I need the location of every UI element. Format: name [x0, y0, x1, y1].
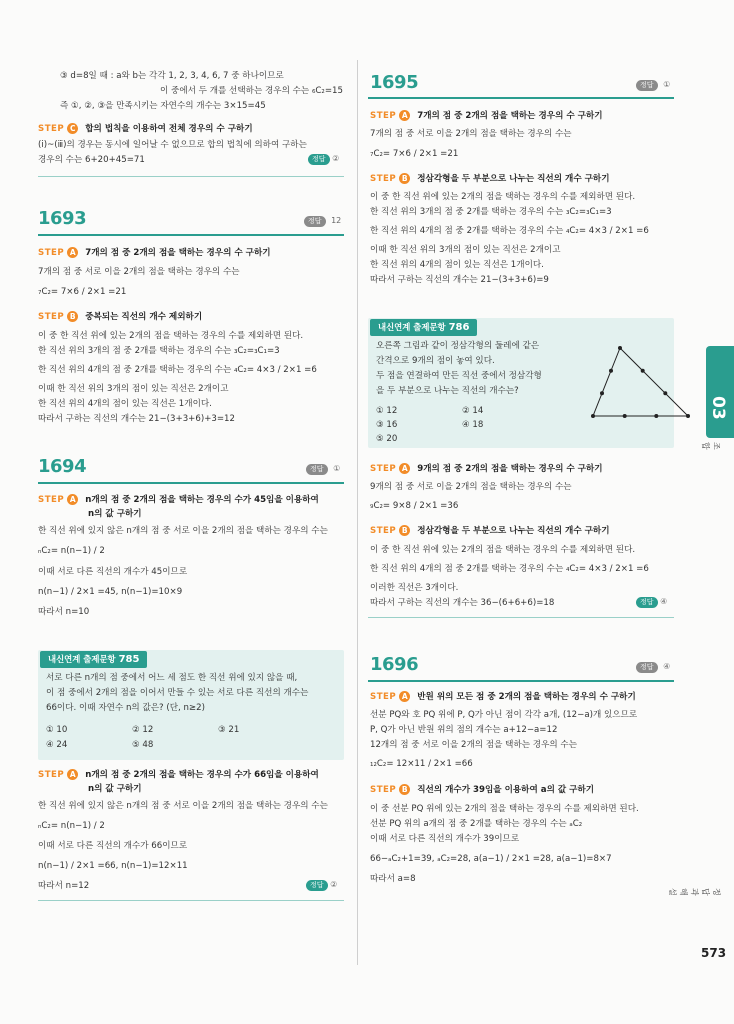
step-title: 직선의 개수가 39임을 이용하여 a의 값 구하기 — [417, 785, 595, 795]
step-label: STEP — [38, 495, 65, 505]
step-a-heading — [38, 246, 271, 258]
step-letter: B — [399, 784, 410, 795]
text-line: 이때 서로 다른 직선의 개수가 66이므로 — [38, 841, 188, 851]
question-line: 66이다. 이때 자연수 n의 값은? (단, n≥2) — [46, 703, 205, 713]
text-line: 이때 한 직선 위의 3개의 점이 있는 직선은 2개이고 — [370, 245, 561, 255]
choice: ④ 18 — [462, 420, 484, 430]
text-line: 7개의 점 중 서로 이을 2개의 점을 택하는 경우의 수는 — [38, 267, 240, 277]
step-label: STEP — [370, 526, 397, 536]
step-title: 중복되는 직선의 개수 제외하기 — [85, 312, 203, 322]
box-number: 786 — [448, 322, 470, 333]
question-line: 오른쪽 그림과 같이 정삼각형의 둘레에 같은 — [376, 341, 540, 351]
step-b-heading — [370, 524, 610, 536]
column-divider — [357, 60, 358, 965]
question-line: 간격으로 9개의 점이 놓여 있다. — [376, 356, 495, 366]
text-line: 한 직선 위에 있지 않은 n개의 점 중 서로 이을 2개의 점을 택하는 경우의 수는 — [38, 801, 328, 811]
question-line: 이 점 중에서 2개의 점을 이어서 만들 수 있는 서로 다른 직선의 개수는 — [46, 688, 309, 698]
step-b-heading — [370, 783, 594, 795]
step-label: STEP — [38, 124, 65, 134]
step-a-heading — [370, 462, 603, 474]
chapter-tab — [706, 346, 734, 438]
step-a-heading — [370, 690, 636, 702]
text-line: ③ d=8일 때 : a와 b는 각각 1, 2, 3, 4, 6, 7 중 하나이므로 — [60, 71, 284, 81]
step-title: 반원 위의 모든 점 중 2개의 점을 택하는 경우의 수 구하기 — [417, 692, 636, 702]
choice: ③ 21 — [218, 725, 240, 735]
problem-rule — [38, 234, 344, 236]
answer-badge — [306, 880, 337, 891]
formula: n(n−1) / 2×1 =45, n(n−1)=10×9 — [38, 587, 183, 597]
related-problem-header — [370, 319, 477, 336]
box-title: 내신연계 출제문항 — [378, 322, 446, 332]
text-line: 한 직선 위의 4개의 점이 있는 직선은 1개이다. — [370, 260, 544, 270]
step-a-heading — [370, 109, 603, 121]
text-line: 이때 한 직선 위의 3개의 점이 있는 직선은 2개이고 — [38, 384, 229, 394]
step-letter: A — [67, 769, 78, 780]
box-number: 785 — [118, 654, 140, 665]
section-rule — [368, 617, 674, 618]
choice: ⑤ 48 — [132, 740, 154, 750]
step-letter: B — [67, 311, 78, 322]
triangle-points — [591, 346, 690, 418]
choice: ① 10 — [46, 725, 68, 735]
problem-rule — [38, 482, 344, 484]
answer-badge — [636, 662, 670, 673]
answer-badge — [304, 216, 341, 227]
answer-pill: 정답 — [306, 464, 328, 475]
answer-value: ④ — [660, 597, 668, 606]
text-line: 경우의 수는 6+20+45=71 — [38, 155, 145, 165]
text-line: 즉 ①, ②, ③을 만족시키는 자연수의 개수는 3×15=45 — [60, 101, 266, 111]
step-label: STEP — [370, 785, 397, 795]
step-b-heading — [38, 310, 202, 322]
answer-badge — [636, 80, 670, 91]
answer-badge — [308, 154, 339, 165]
answer-pill: 정답 — [304, 216, 326, 227]
text-line: 한 직선 위의 3개의 점 중 2개를 택하는 경우의 수는 ₃C₂=₃C₁=3 — [38, 346, 280, 356]
formula: 66−ₐC₂+1=39, ₐC₂=28, a(a−1) / 2×1 =28, a(a−1)=8×7 — [370, 854, 612, 864]
text-line: 한 직선 위의 4개의 점 중 2개를 택하는 경우의 수는 ₄C₂= 4×3 / 2×1 =6 — [370, 226, 649, 236]
answer-value: ① — [333, 464, 341, 473]
step-title: 7개의 점 중 2개의 점을 택하는 경우의 수 구하기 — [417, 111, 603, 121]
problem-number: 1695 — [370, 72, 419, 93]
problem-number: 1694 — [38, 456, 87, 477]
step-a-heading-cont: n의 값 구하기 — [88, 509, 142, 519]
step-a-heading — [38, 493, 319, 505]
triangle-outline — [593, 348, 688, 416]
section-rule — [38, 176, 344, 177]
step-letter: B — [399, 525, 410, 536]
question-line: 을 두 부분으로 나누는 직선의 개수는? — [376, 386, 519, 396]
text-line: 7개의 점 중 서로 이을 2개의 점을 택하는 경우의 수는 — [370, 129, 572, 139]
step-label: STEP — [370, 111, 397, 121]
triangle-point — [641, 369, 645, 373]
triangle-point — [609, 369, 613, 373]
step-title: 정삼각형을 두 부분으로 나누는 직선의 개수 구하기 — [417, 174, 610, 184]
chapter-title: 조합 — [701, 442, 721, 450]
formula: n(n−1) / 2×1 =66, n(n−1)=12×11 — [38, 861, 188, 871]
step-letter: A — [399, 691, 410, 702]
text-line: P, Q가 아닌 반원 위의 점의 개수는 a+12−a=12 — [370, 725, 558, 735]
triangle-point — [663, 391, 667, 395]
choice: ③ 16 — [376, 420, 398, 430]
formula: ₙC₂= n(n−1) / 2 — [38, 821, 105, 831]
choice: ① 12 — [376, 406, 398, 416]
step-title: n개의 점 중 2개의 점을 택하는 경우의 수가 66임을 이용하여 — [85, 770, 319, 780]
step-c-heading — [38, 122, 253, 134]
answer-value: ① — [663, 80, 671, 89]
text-line: 이러한 직선은 3개이다. — [370, 583, 459, 593]
step-letter: A — [399, 110, 410, 121]
text-line: 따라서 a=8 — [370, 874, 416, 884]
text-line: 따라서 구하는 직선의 개수는 21−(3+3+6)+3=12 — [38, 414, 235, 424]
text-line: 이때 서로 다른 직선의 개수가 39이므로 — [370, 834, 520, 844]
formula: ₇C₂= 7×6 / 2×1 =21 — [38, 287, 127, 297]
box-title: 내신연계 출제문항 — [48, 654, 116, 664]
answer-pill: 정답 — [636, 597, 658, 608]
text-line: 따라서 구하는 직선의 개수는 21−(3+3+6)=9 — [370, 275, 549, 285]
formula: ₉C₂= 9×8 / 2×1 =36 — [370, 501, 459, 511]
answer-pill: 정답 — [636, 662, 658, 673]
text-line: 이 중 한 직선 위에 있는 2개의 점을 택하는 경우의 수를 제외하면 된다. — [38, 331, 304, 341]
answer-value: ② — [332, 154, 340, 163]
triangle-point — [686, 414, 690, 418]
choice: ② 12 — [132, 725, 154, 735]
step-title: n개의 점 중 2개의 점을 택하는 경우의 수가 45임을 이용하여 — [85, 495, 319, 505]
triangle-point — [618, 346, 622, 350]
problem-number: 1696 — [370, 654, 419, 675]
triangle-point — [600, 391, 604, 395]
problem-number: 1693 — [38, 208, 87, 229]
step-letter: A — [67, 494, 78, 505]
text-line: 한 직선 위의 4개의 점이 있는 직선은 1개이다. — [38, 399, 212, 409]
answer-pill: 정답 — [308, 154, 330, 165]
text-line: 이때 서로 다른 직선의 개수가 45이므로 — [38, 567, 188, 577]
triangle-point — [623, 414, 627, 418]
text-line: 한 직선 위의 3개의 점 중 2개를 택하는 경우의 수는 ₃C₂=₃C₁=3 — [370, 207, 612, 217]
answer-pill: 정답 — [306, 880, 328, 891]
step-label: STEP — [38, 770, 65, 780]
step-b-heading — [370, 172, 610, 184]
step-letter: A — [399, 463, 410, 474]
step-title: 정삼각형을 두 부분으로 나누는 직선의 개수 구하기 — [417, 526, 610, 536]
text-line: 선분 PQ와 호 PQ 위에 P, Q가 아닌 점이 각각 a개, (12−a)개 있으므로 — [370, 710, 638, 720]
answer-pill: 정답 — [636, 80, 658, 91]
answer-value: ② — [330, 880, 338, 889]
text-line: (ⅰ)~(ⅲ)의 경우는 동시에 일어날 수 없으므로 합의 법칙에 의하여 구하는 — [38, 140, 307, 150]
problem-rule — [368, 680, 674, 682]
formula: ₁₂C₂= 12×11 / 2×1 =66 — [370, 759, 473, 769]
step-title: 합의 법칙을 이용하여 전체 경우의 수 구하기 — [85, 124, 253, 134]
answer-badge — [636, 597, 667, 608]
step-label: STEP — [38, 312, 65, 322]
text-line: 선분 PQ 위의 a개의 점 중 2개를 택하는 경우의 수는 ₐC₂ — [370, 819, 583, 829]
text-line: 따라서 n=10 — [38, 607, 90, 617]
answer-value: ④ — [663, 662, 671, 671]
text-line: 이 중 선분 PQ 위에 있는 2개의 점을 택하는 경우의 수를 제외하면 된다. — [370, 804, 639, 814]
footer-label: 정답과 해설 — [668, 888, 721, 896]
step-letter: C — [67, 123, 78, 134]
answer-badge — [306, 464, 340, 475]
answer-value: 12 — [331, 216, 342, 225]
text-line: 이 중 한 직선 위에 있는 2개의 점을 택하는 경우의 수를 제외하면 된다. — [370, 545, 636, 555]
choice: ④ 24 — [46, 740, 68, 750]
step-label: STEP — [370, 174, 397, 184]
step-title: 7개의 점 중 2개의 점을 택하는 경우의 수 구하기 — [85, 248, 271, 258]
step-a-heading-cont: n의 값 구하기 — [88, 784, 142, 794]
text-line: 따라서 n=12 — [38, 881, 90, 891]
triangle-figure — [590, 346, 690, 422]
formula: ₙC₂= n(n−1) / 2 — [38, 546, 105, 556]
problem-rule — [368, 97, 674, 99]
triangle-point — [591, 414, 595, 418]
question-line: 서로 다른 n개의 점 중에서 어느 세 점도 한 직선 위에 있지 않을 때, — [46, 673, 298, 683]
text-line: 한 직선 위의 4개의 점 중 2개를 택하는 경우의 수는 ₄C₂= 4×3 / 2×1 =6 — [38, 365, 317, 375]
section-rule — [38, 900, 344, 901]
text-line: 이 중 한 직선 위에 있는 2개의 점을 택하는 경우의 수를 제외하면 된다. — [370, 192, 636, 202]
step-letter: B — [399, 173, 410, 184]
chapter-number: 03 — [708, 396, 728, 420]
step-label: STEP — [370, 692, 397, 702]
formula: ₇C₂= 7×6 / 2×1 =21 — [370, 149, 459, 159]
step-label: STEP — [38, 248, 65, 258]
choice: ② 14 — [462, 406, 484, 416]
question-line: 두 점을 연결하여 만든 직선 중에서 정삼각형 — [376, 371, 542, 381]
text-line: 9개의 점 중 서로 이을 2개의 점을 택하는 경우의 수는 — [370, 482, 572, 492]
step-letter: A — [67, 247, 78, 258]
step-label: STEP — [370, 464, 397, 474]
related-problem-header — [40, 651, 147, 668]
text-line: 한 직선 위에 있지 않은 n개의 점 중 서로 이을 2개의 점을 택하는 경우의 수는 — [38, 526, 328, 536]
text-line: 이 중에서 두 개를 선택하는 경우의 수는 ₆C₂=15 — [160, 86, 343, 96]
choice: ⑤ 20 — [376, 434, 398, 444]
text-line: 따라서 구하는 직선의 개수는 36−(6+6+6)=18 — [370, 598, 555, 608]
text-line: 한 직선 위의 4개의 점 중 2개를 택하는 경우의 수는 ₄C₂= 4×3 / 2×1 =6 — [370, 564, 649, 574]
step-title: 9개의 점 중 2개의 점을 택하는 경우의 수 구하기 — [417, 464, 603, 474]
triangle-point — [654, 414, 658, 418]
step-a-heading — [38, 768, 319, 780]
text-line: 12개의 점 중 서로 이을 2개의 점을 택하는 경우의 수는 — [370, 740, 578, 750]
page-number: 573 — [701, 946, 727, 960]
